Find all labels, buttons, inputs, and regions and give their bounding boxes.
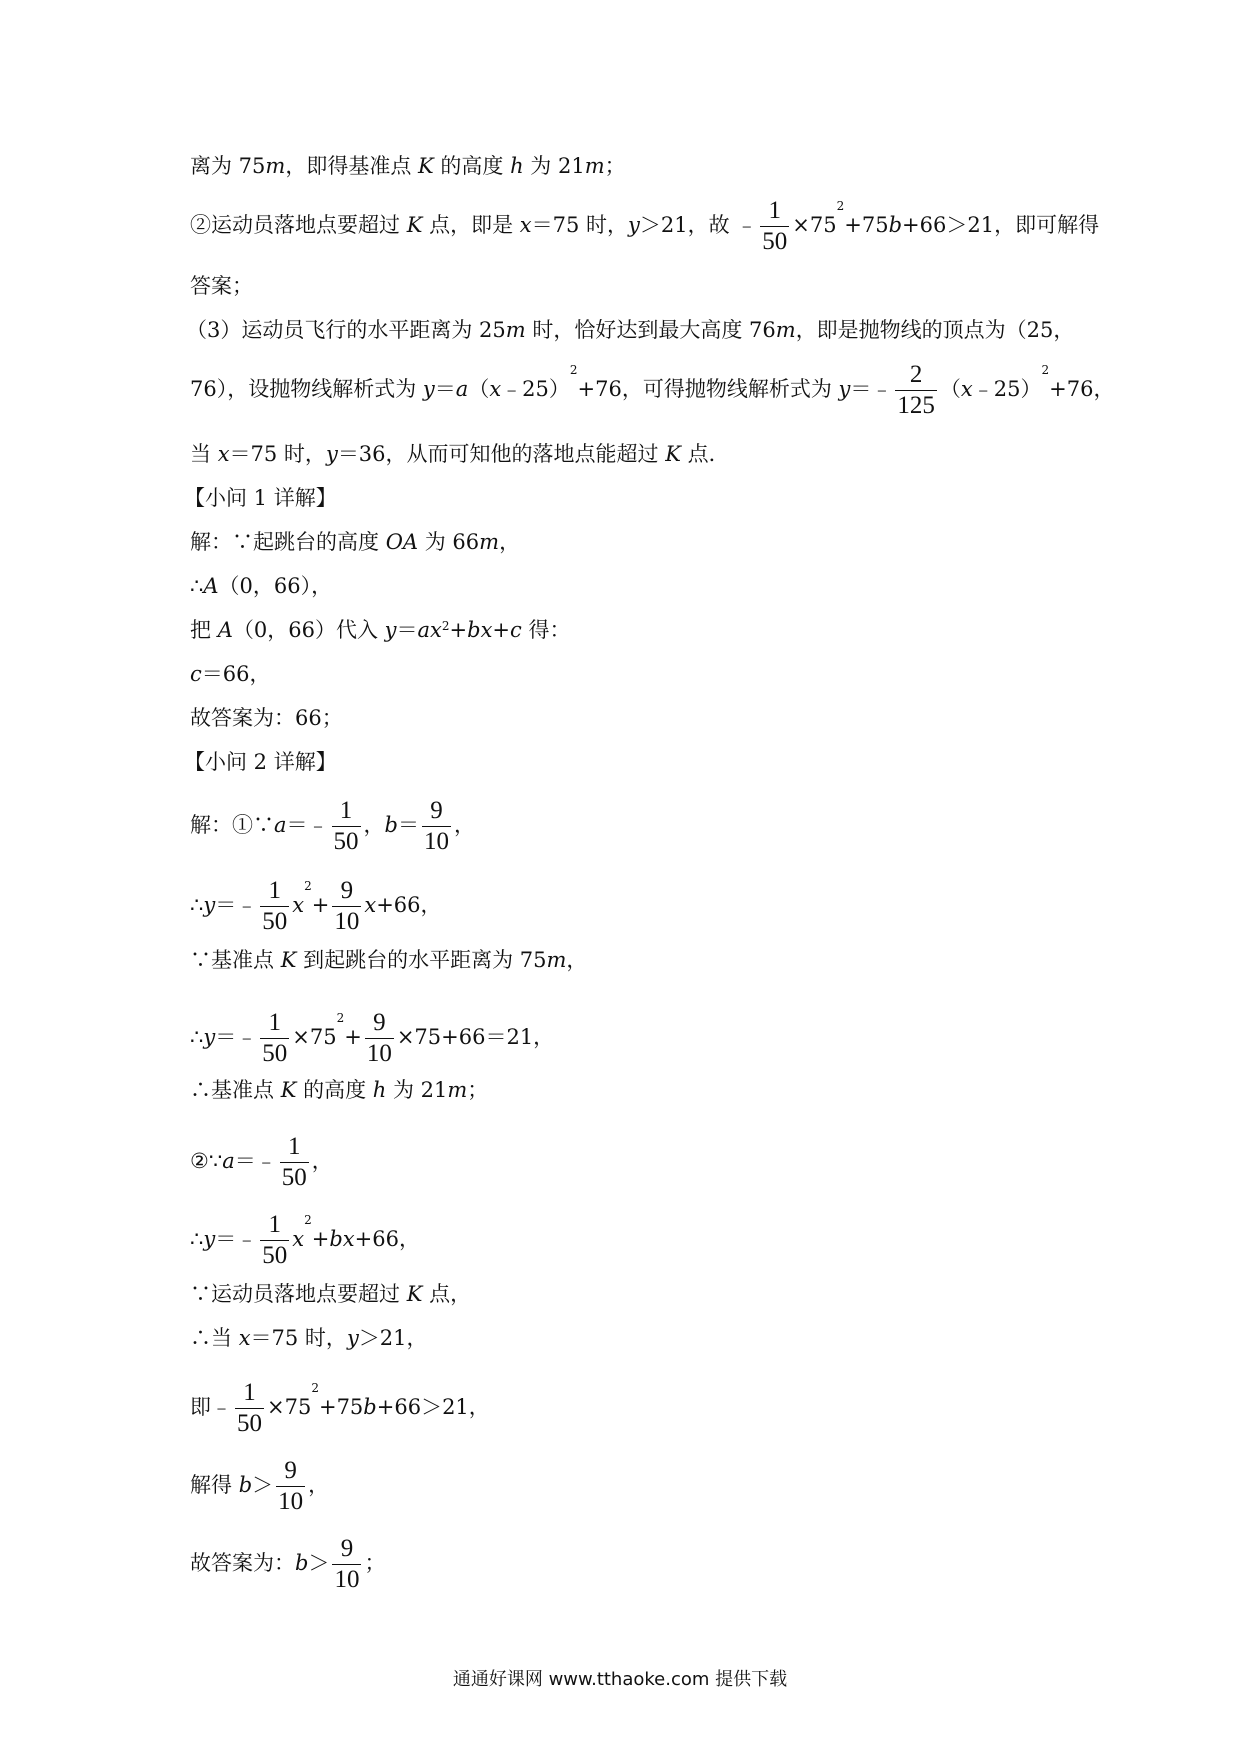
text-line-s4 (190, 660, 271, 688)
text-line-t2 (190, 876, 442, 937)
text-line-t1 (190, 796, 475, 857)
text: ＝﹣ (215, 1227, 258, 1251)
var-y: y (628, 213, 640, 237)
text-line-2 (190, 196, 1099, 257)
var-a: a (222, 1149, 235, 1173)
var-b: b (384, 813, 398, 837)
var-x: x (489, 377, 502, 401)
var-K: K (280, 948, 297, 972)
var-ax: ax (417, 618, 442, 642)
text: ×75 (792, 213, 837, 237)
text: 即﹣ (190, 1395, 232, 1419)
var-K: K (406, 213, 423, 237)
denominator: 10 (366, 1040, 392, 1067)
text: ∵运动员落地点要超过 (190, 1282, 407, 1306)
text: 的高度 (296, 1078, 373, 1102)
text-line-t4 (190, 1008, 554, 1069)
text: ∴ (190, 1025, 204, 1049)
section-heading-2 (184, 748, 337, 776)
text: ×75+66＝21， (396, 1025, 555, 1049)
var-h: h (510, 154, 524, 178)
text-line-t8 (190, 1280, 471, 1308)
text: ， (566, 948, 588, 972)
text: ＝ (396, 618, 418, 642)
text: ， (363, 813, 385, 837)
var-bx: bx (329, 1227, 355, 1251)
text: 解：①∵ (190, 813, 274, 837)
text: 得： (521, 618, 571, 642)
denominator: 10 (334, 1566, 360, 1593)
text-line-t6 (190, 1132, 333, 1193)
footer-text: 通通好课网 www.tthaoke.com 提供下载 (452, 1669, 788, 1690)
text-line-t10 (190, 1378, 490, 1439)
text: ＝﹣ (234, 1149, 277, 1173)
text: ＝75 时， (229, 442, 326, 466)
text: 点， (422, 1282, 472, 1306)
text: ＞ (252, 1473, 274, 1497)
var-m: m (265, 154, 286, 178)
exponent: 2 (304, 879, 312, 893)
text: ﹣25） (501, 377, 570, 401)
numerator: 1 (260, 1210, 289, 1241)
numerator: 1 (332, 796, 361, 827)
text: 为 66 (418, 530, 480, 554)
var-b: b (295, 1551, 309, 1575)
var-m: m (479, 530, 500, 554)
numerator: 9 (332, 1534, 361, 1565)
text: ﹣25） (972, 377, 1042, 401)
text: +75 (318, 1395, 364, 1419)
page-footer (0, 1665, 1240, 1691)
var-x: x (960, 377, 973, 401)
denominator: 10 (423, 828, 449, 855)
fraction (895, 360, 937, 421)
var-y: y (346, 1326, 359, 1350)
fraction (280, 1132, 309, 1193)
text: （ (468, 377, 490, 401)
exponent: 2 (304, 1213, 312, 1227)
var-c: c (190, 662, 202, 686)
fraction (365, 1008, 394, 1069)
text: 点，即是 (422, 213, 520, 237)
fraction (260, 1210, 289, 1271)
text: ； (467, 1078, 489, 1102)
text: + (311, 893, 330, 917)
text: ∴基准点 (190, 1078, 281, 1102)
text-line-t11 (190, 1456, 329, 1517)
var-m: m (447, 1078, 468, 1102)
text-line-s5 (190, 704, 343, 732)
var-m: m (775, 318, 796, 342)
exponent: 2 (311, 1381, 319, 1395)
text: ＝﹣ (286, 813, 329, 837)
text: ； (604, 154, 626, 178)
text-line-5 (190, 360, 1114, 421)
var-x: x (292, 1227, 305, 1251)
fraction (276, 1456, 305, 1517)
section-heading-1 (184, 484, 337, 512)
text: ∴ (190, 574, 204, 598)
fraction (235, 1378, 264, 1439)
var-x: x (217, 442, 230, 466)
text: ＞21，故 ﹣ (639, 213, 758, 237)
text-line-t9 (190, 1324, 428, 1352)
var-b: b (363, 1395, 377, 1419)
var-x: x (238, 1326, 251, 1350)
text: ∵基准点 (190, 948, 281, 972)
text: ∴ (190, 1227, 204, 1251)
var-h: h (372, 1078, 387, 1102)
fraction (760, 196, 789, 257)
var-K: K (406, 1282, 423, 1306)
denominator: 50 (281, 1164, 307, 1191)
text: ＝ (434, 377, 456, 401)
text: ＝75 时， (531, 213, 628, 237)
text: + (311, 1227, 330, 1251)
denominator: 50 (262, 1040, 288, 1067)
var-x: x (292, 893, 305, 917)
denominator: 125 (897, 392, 935, 419)
var-y: y (203, 1025, 216, 1049)
var-x: x (519, 213, 532, 237)
var-bx: bx (467, 618, 493, 642)
var-A: A (203, 574, 219, 598)
text: +66＞21，即可解得 (902, 213, 1100, 237)
var-a: a (274, 813, 287, 837)
text: ＝﹣ (215, 1025, 258, 1049)
exponent: 2 (836, 199, 845, 213)
text: ×75 (267, 1395, 312, 1419)
text: ，即得基准点 (285, 154, 419, 178)
text: +75 (844, 213, 889, 237)
text: 解得 (190, 1473, 239, 1497)
fraction (332, 876, 361, 937)
var-m: m (584, 154, 605, 178)
var-OA: OA (385, 530, 419, 554)
heading-text: 【小问 2 详解】 (184, 750, 337, 774)
var-m: m (546, 948, 567, 972)
text: 故答案为：66； (190, 706, 343, 730)
var-y: y (325, 442, 338, 466)
heading-text: 【小问 1 详解】 (184, 486, 337, 510)
text: +66， (376, 893, 442, 917)
denominator: 50 (762, 228, 788, 255)
var-y: y (203, 1227, 216, 1251)
numerator: 1 (260, 876, 289, 907)
text: ，即是抛物线的顶点为（25， (795, 318, 1075, 342)
exponent: 2 (336, 1011, 345, 1025)
text: ＞ (308, 1551, 330, 1575)
var-A: A (217, 618, 233, 642)
numerator: 9 (422, 796, 451, 827)
text: （3）运动员飞行的水平距离为 25 (186, 318, 506, 342)
text-line-t7 (190, 1210, 420, 1271)
denominator: 50 (262, 908, 288, 935)
fraction (332, 796, 361, 857)
text: + (344, 1025, 362, 1049)
numerator: 1 (260, 1008, 289, 1039)
text: ， (499, 530, 521, 554)
text: （ (939, 377, 961, 401)
var-y: y (203, 893, 216, 917)
text: ∴当 (190, 1326, 239, 1350)
numerator: 9 (365, 1008, 394, 1039)
denominator: 10 (278, 1488, 304, 1515)
denominator: 10 (334, 908, 360, 935)
text: ， (311, 1149, 333, 1173)
numerator: 1 (760, 196, 789, 227)
text: ， (308, 1473, 330, 1497)
text: 答案； (190, 274, 253, 298)
text: ＝75 时， (250, 1326, 347, 1350)
denominator: 50 (262, 1242, 288, 1269)
denominator: 50 (237, 1410, 262, 1437)
text-line-t12 (190, 1534, 385, 1595)
exponent: 2 (441, 619, 450, 633)
numerator: 9 (276, 1456, 305, 1487)
text: （0，66）代入 (232, 618, 385, 642)
text-line-s2 (190, 572, 332, 600)
text-line-s1 (190, 528, 520, 556)
text: ＞21， (358, 1326, 428, 1350)
var-b: b (238, 1473, 253, 1497)
var-y: y (384, 618, 397, 642)
text: （0，66）， (218, 574, 333, 598)
var-b: b (888, 213, 903, 237)
text: ②∵ (190, 1149, 223, 1173)
text: ×75 (292, 1025, 337, 1049)
text: +76，可得抛物线解析式为 (577, 377, 839, 401)
text: 当 (190, 442, 218, 466)
text-line-s3 (190, 616, 570, 644)
text: 离为 75 (190, 154, 266, 178)
numerator: 1 (235, 1378, 264, 1409)
fraction (260, 1008, 289, 1069)
var-c: c (510, 618, 522, 642)
var-y: y (422, 377, 435, 401)
text: 的高度 (433, 154, 511, 178)
numerator: 2 (895, 360, 937, 391)
text-line-6 (190, 440, 730, 468)
text: +76， (1049, 377, 1115, 401)
text: 76），设抛物线解析式为 (190, 377, 423, 401)
text-line-t3 (190, 946, 587, 974)
text: + (449, 618, 468, 642)
text: 为 21 (386, 1078, 448, 1102)
fraction (422, 796, 451, 857)
numerator: 1 (280, 1132, 309, 1163)
exponent: 2 (569, 363, 578, 377)
var-K: K (665, 442, 681, 466)
text-line-4 (186, 316, 1074, 344)
text: +66， (354, 1227, 420, 1251)
fraction (332, 1534, 361, 1595)
text: 到起跳台的水平距离为 75 (296, 948, 547, 972)
text: 把 (190, 618, 218, 642)
text: 故答案为： (190, 1551, 295, 1575)
text: ＝66， (201, 662, 271, 686)
var-x: x (364, 893, 377, 917)
text: ＝36，从而可知他的落地点能超过 (337, 442, 666, 466)
text: +66＞21， (376, 1395, 490, 1419)
text: 点． (680, 442, 730, 466)
var-K: K (418, 154, 434, 178)
text: ②运动员落地点要超过 (190, 213, 407, 237)
var-m: m (505, 318, 526, 342)
text: 时，恰好达到最大高度 76 (525, 318, 776, 342)
text: ＝ (397, 813, 419, 837)
var-K: K (280, 1078, 297, 1102)
text: ∴ (190, 893, 204, 917)
text: + (492, 618, 511, 642)
fraction (260, 876, 289, 937)
text-line-t5 (190, 1076, 488, 1104)
denominator: 50 (333, 828, 359, 855)
text: 为 21 (523, 154, 585, 178)
var-y: y (838, 377, 851, 401)
text-line-3 (190, 272, 253, 300)
text: ； (364, 1551, 386, 1575)
text: ＝﹣ (215, 893, 258, 917)
text: ， (453, 813, 475, 837)
var-a: a (455, 377, 469, 401)
text-line-1 (190, 152, 626, 180)
exponent: 2 (1041, 363, 1050, 377)
text: ＝﹣ (850, 377, 893, 401)
text: 解：∵起跳台的高度 (190, 530, 386, 554)
numerator: 9 (332, 876, 361, 907)
